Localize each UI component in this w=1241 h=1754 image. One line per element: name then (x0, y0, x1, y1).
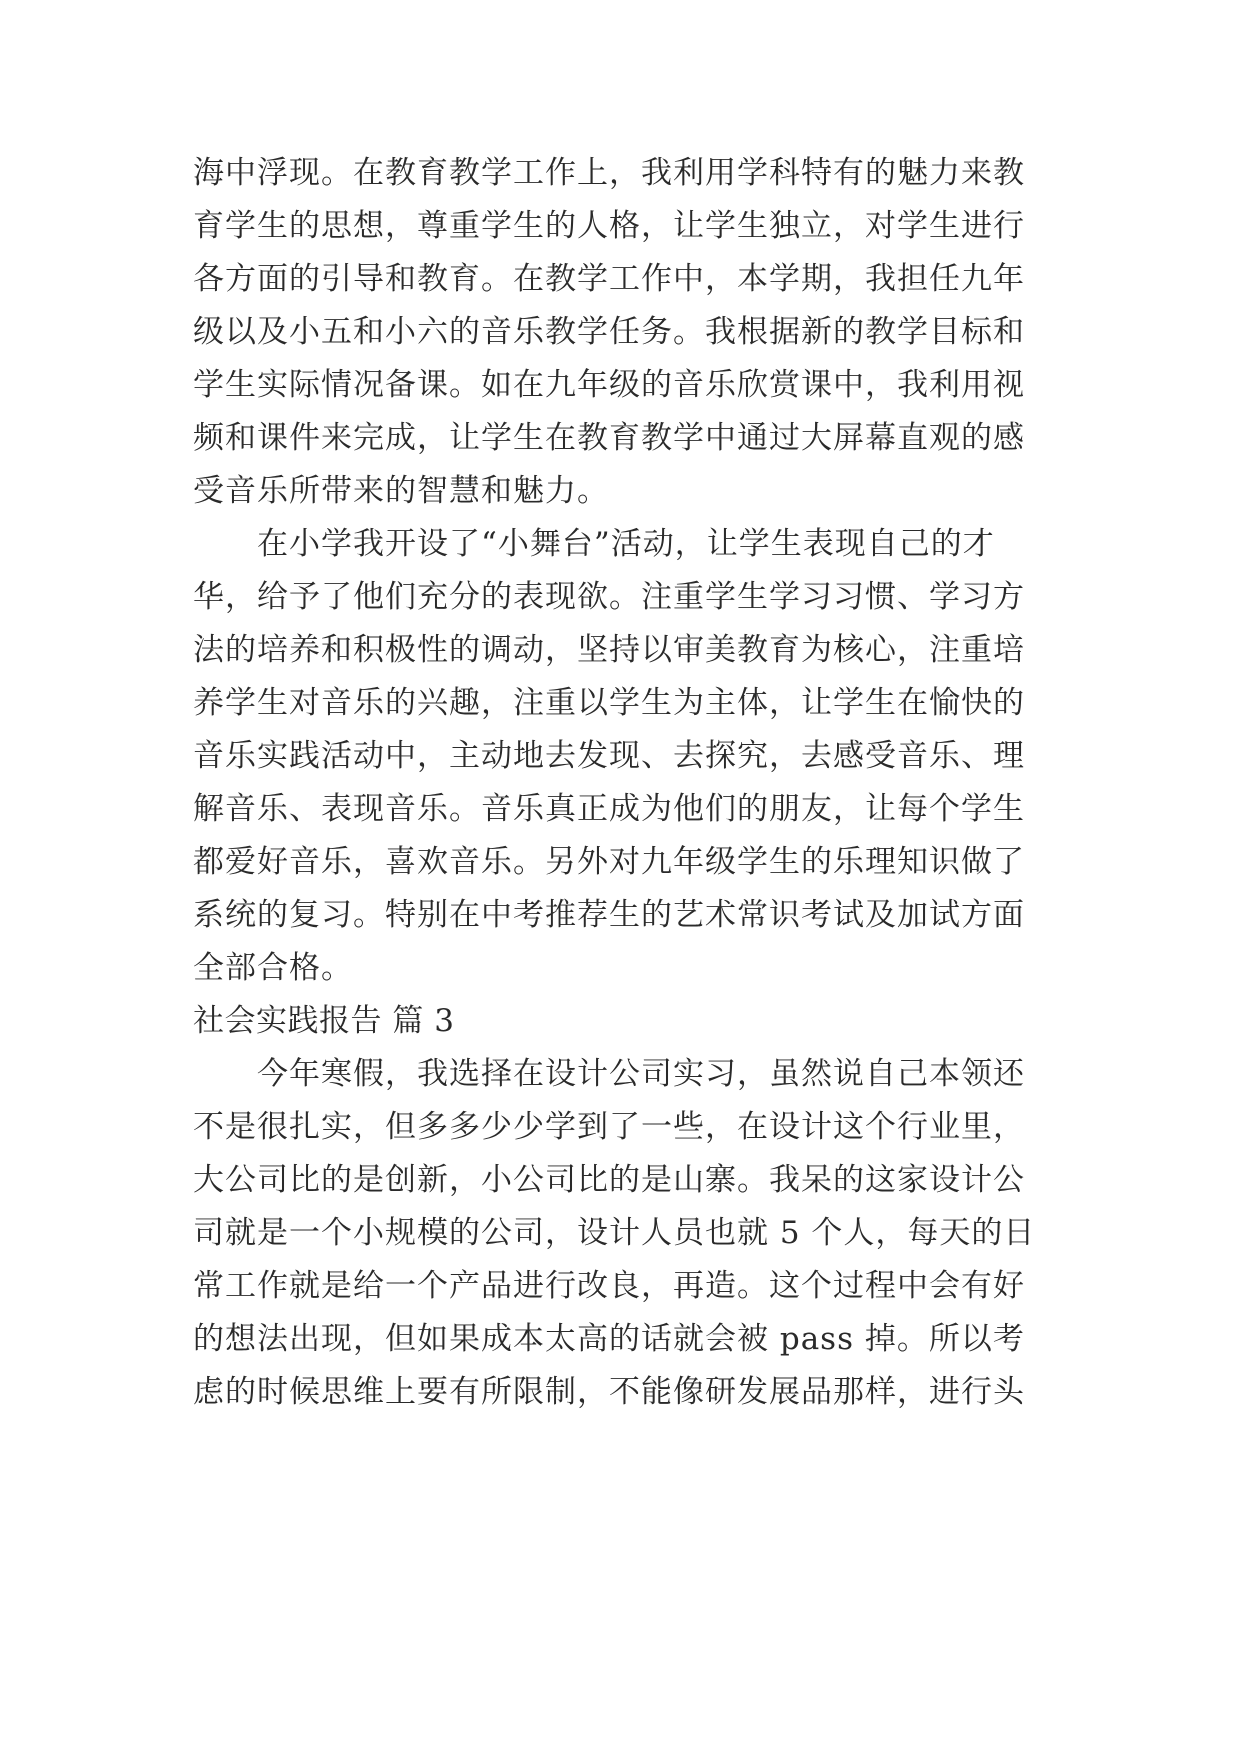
paragraph-line: 的想法出现，但如果成本太高的话就会被 pass 掉。所以考 (193, 1321, 1025, 1357)
paragraph-line: 全部合格。 (193, 950, 353, 986)
paragraph-line: 解音乐、表现音乐。音乐真正成为他们的朋友，让每个学生 (193, 791, 1025, 827)
paragraph-line: 今年寒假，我选择在设计公司实习，虽然说自己本领还 (193, 1056, 1025, 1092)
paragraph-line: 海中浮现。在教育教学工作上，我利用学科特有的魅力来教 (193, 155, 1025, 191)
paragraph-line: 系统的复习。特别在中考推荐生的艺术常识考试及加试方面 (193, 897, 1025, 933)
paragraph-line: 学生实际情况备课。如在九年级的音乐欣赏课中，我利用视 (193, 367, 1025, 403)
section-heading: 社会实践报告 篇 3 (193, 1003, 455, 1039)
paragraph-line: 常工作就是给一个产品进行改良，再造。这个过程中会有好 (193, 1268, 1025, 1304)
paragraph-line: 频和课件来完成，让学生在教育教学中通过大屏幕直观的感 (193, 420, 1025, 456)
paragraph-line: 各方面的引导和教育。在教学工作中，本学期，我担任九年 (193, 261, 1025, 297)
paragraph-line: 养学生对音乐的兴趣，注重以学生为主体，让学生在愉快的 (193, 685, 1025, 721)
paragraph-line: 级以及小五和小六的音乐教学任务。我根据新的教学目标和 (193, 314, 1025, 350)
paragraph-line: 司就是一个小规模的公司，设计人员也就 5 个人，每天的日 (193, 1215, 1036, 1251)
paragraph-line: 不是很扎实，但多多少少学到了一些，在设计这个行业里， (193, 1109, 1025, 1145)
paragraph-line: 大公司比的是创新，小公司比的是山寨。我呆的这家设计公 (193, 1162, 1025, 1198)
paragraph-line: 法的培养和积极性的调动，坚持以审美教育为核心，注重培 (193, 632, 1025, 668)
paragraph-line: 在小学我开设了“小舞台”活动，让学生表现自己的才 (193, 526, 995, 562)
paragraph-line: 育学生的思想，尊重学生的人格，让学生独立，对学生进行 (193, 208, 1025, 244)
paragraph-line: 受音乐所带来的智慧和魅力。 (193, 473, 609, 509)
paragraph-line: 都爱好音乐，喜欢音乐。另外对九年级学生的乐理知识做了 (193, 844, 1025, 880)
paragraph-line: 音乐实践活动中，主动地去发现、去探究，去感受音乐、理 (193, 738, 1025, 774)
paragraph-line: 虑的时候思维上要有所限制，不能像研发展品那样，进行头 (193, 1374, 1025, 1410)
paragraph-line: 华，给予了他们充分的表现欲。注重学生学习习惯、学习方 (193, 579, 1025, 615)
